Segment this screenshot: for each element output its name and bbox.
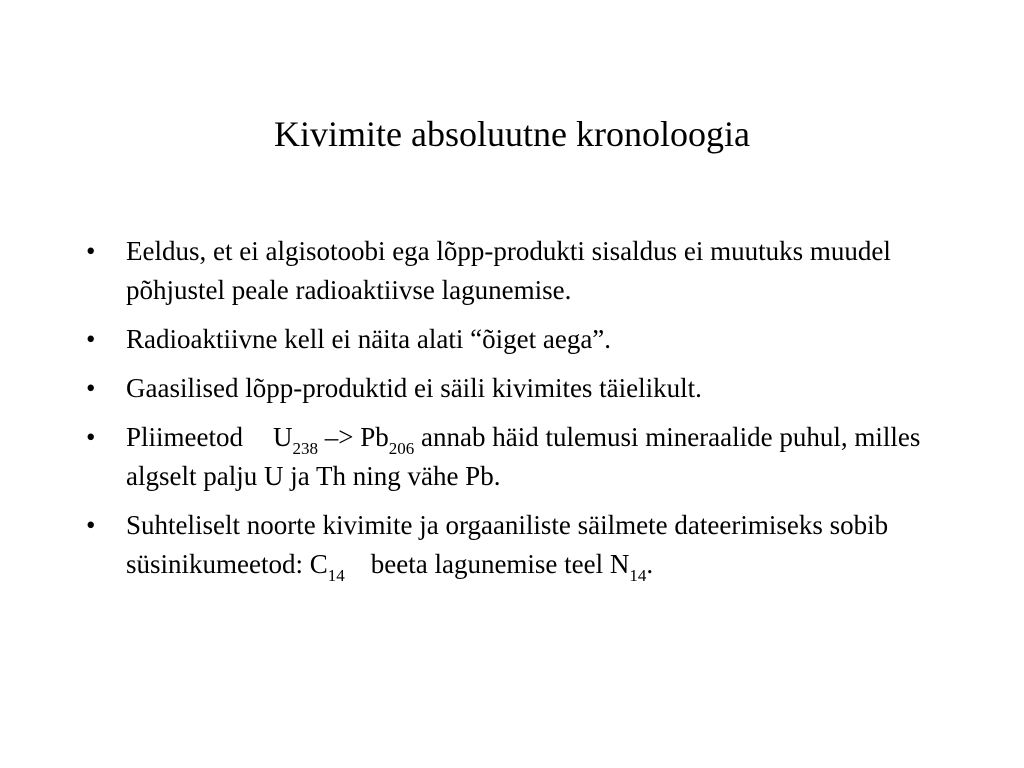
bullet-list [86, 232, 946, 594]
bullet-text [126, 422, 920, 491]
bullet-text [126, 510, 889, 585]
subscript: 14 [629, 566, 647, 585]
bullet-icon: • [86, 324, 96, 354]
bullet-icon: • [86, 236, 96, 266]
trail-text: annab häid tulemusi mineraalide puhul, milles algselt palju U ja Th ning vähe Pb. [126, 422, 921, 491]
subscript: 238 [292, 439, 318, 458]
list-item [86, 418, 946, 496]
arrow-text: –> Pb [318, 422, 389, 452]
list-item [86, 232, 946, 310]
list-item [86, 369, 946, 408]
isotope-u: U [273, 422, 293, 452]
list-item [86, 506, 946, 584]
mid-text: beeta lagunemise teel N [370, 549, 630, 579]
bullet-text: Eeldus, et ei algisotoobi ega lõpp-produkti sisaldus ei muutuks muudel põhjustel peale radioaktiivse lagunemise. [126, 236, 891, 305]
lead-text: Suhteliselt noorte kivimite ja orgaaniliste säilmete dateerimiseks sobib süsinikumeetod: C [126, 510, 889, 579]
list-item [86, 320, 946, 359]
end-text: . [646, 549, 654, 579]
lead-text: Pliimeetod [126, 422, 243, 452]
bullet-icon: • [86, 510, 96, 540]
subscript: 206 [388, 439, 415, 458]
bullet-text: Gaasilised lõpp-produktid ei säili kivimites täielikult. [126, 373, 702, 403]
bullet-icon: • [86, 422, 96, 452]
slide-title: Kivimite absoluutne kronoloogia [274, 114, 750, 154]
bullet-icon: • [86, 373, 96, 403]
subscript: 14 [327, 566, 345, 585]
bullet-text: Radioaktiivne kell ei näita alati “õiget aega”. [126, 324, 612, 354]
